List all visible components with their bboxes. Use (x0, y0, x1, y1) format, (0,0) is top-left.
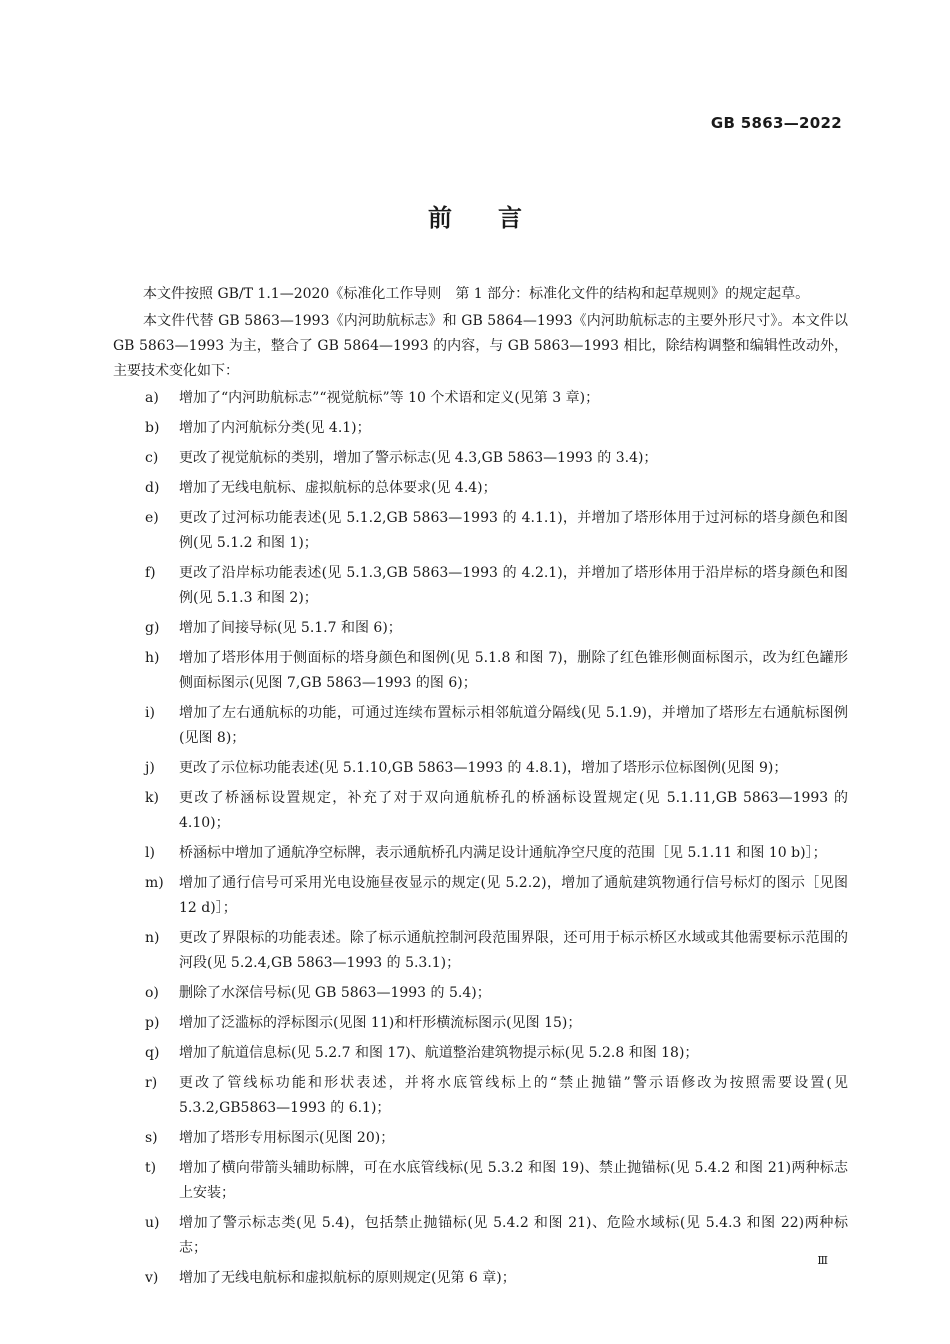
list-item-label: m) (145, 875, 164, 891)
list-item-label: r) (145, 1075, 158, 1091)
list-item-text: 更改了示位标功能表述(见 5.1.10,GB 5863—1993 的 4.8.1)，增加了塔形示位标图例(见图 9)； (179, 760, 788, 776)
list-item (113, 1011, 848, 1036)
list-item (113, 476, 848, 501)
list-item-text: 更改了界限标的功能表述。除了标示通航控制河段范围界限，还可用于标示桥区水域或其他需要标示范围的河段(见 5.2.4,GB 5863—1993 的 5.3.1)； (179, 930, 848, 971)
list-item-text: 增加了警示标志类(见 5.4)，包括禁止抛锚标(见 5.4.2 和图 21)、危险水域标(见 5.4.3 和图 22)两种标志； (179, 1215, 848, 1256)
paragraph: 本文件按照 GB/T 1.1—2020《标准化工作导则 第 1 部分：标准化文件的结构和起草规则》的规定起草。 (143, 286, 810, 302)
list-item (113, 1041, 848, 1066)
list-item (113, 1071, 848, 1121)
list-item-label: i) (145, 705, 155, 721)
list-item-label: g) (145, 620, 160, 636)
list-item-label: e) (145, 510, 159, 526)
list-item (113, 786, 848, 836)
list-item (113, 646, 848, 696)
list-item-label: q) (145, 1045, 160, 1061)
list-item-text: 增加了泛滥标的浮标图示(见图 11)和杆形横流标图示(见图 15)； (179, 1015, 582, 1031)
list-item-label: u) (145, 1215, 160, 1231)
list-item-label: s) (145, 1130, 158, 1146)
list-item (113, 701, 848, 751)
list-item (113, 446, 848, 471)
list-item (113, 506, 848, 556)
list-item (113, 561, 848, 611)
list-item (113, 616, 848, 641)
list-item-label: b) (145, 420, 160, 436)
list-item-text: 更改了管线标功能和形状表述，并将水底管线标上的“禁止抛锚”警示语修改为按照需要设置(见 5.3.2,GB5863—1993 的 6.1)； (179, 1075, 848, 1116)
list-item-text: 增加了“内河助航标志”“视觉航标”等 10 个术语和定义(见第 3 章)； (179, 390, 600, 406)
list-item-text: 增加了通行信号可采用光电设施昼夜显示的规定(见 5.2.2)，增加了通航建筑物通行信号标灯的图示［见图 12 d)］； (179, 875, 848, 916)
list-item (113, 386, 848, 411)
list-item (113, 981, 848, 1006)
list-item-label: h) (145, 650, 160, 666)
list-item-text: 桥涵标中增加了通航净空标牌，表示通航桥孔内满足设计通航净空尺度的范围［见 5.1.11 和图 10 b)］； (179, 845, 827, 861)
page-number: Ⅲ (817, 1254, 828, 1267)
list-item-text: 增加了塔形专用标图示(见图 20)； (179, 1130, 395, 1146)
list-item-label: p) (145, 1015, 160, 1031)
list-item (113, 841, 848, 866)
list-item (113, 416, 848, 441)
list-item-text: 增加了间接导标(见 5.1.7 和图 6)； (179, 620, 402, 636)
list-item (113, 1126, 848, 1151)
list-item (113, 871, 848, 921)
list-item-text: 增加了横向带箭头辅助标牌，可在水底管线标(见 5.3.2 和图 19)、禁止抛锚标(见 5.4.2 和图 21)两种标志上安装； (179, 1160, 848, 1201)
list-item-label: v) (145, 1270, 159, 1286)
page-title: 前言 (428, 204, 568, 232)
list-item-text: 增加了塔形体用于侧面标的塔身颜色和图例(见 5.1.8 和图 7)，删除了红色锥形侧面标图示，改为红色罐形侧面标图示(见图 7,GB 5863—1993 的图 6)； (179, 650, 848, 691)
list-item-text: 增加了左右通航标的功能，可通过连续布置标示相邻航道分隔线(见 5.1.9)，并增加了塔形左右通航标图例(见图 8)； (179, 705, 848, 746)
list-item-label: d) (145, 480, 160, 496)
document-id: GB 5863—2022 (710, 114, 842, 132)
list-item-text: 更改了沿岸标功能表述(见 5.1.3,GB 5863—1993 的 4.2.1)，并增加了塔形体用于沿岸标的塔身颜色和图例(见 5.1.3 和图 2)； (179, 565, 848, 606)
list-item-label: j) (145, 760, 155, 776)
list-item (113, 1156, 848, 1206)
list-item-label: f) (145, 565, 156, 581)
list-item-label: k) (145, 790, 159, 806)
list-item-label: t) (145, 1160, 157, 1176)
preface-body (113, 282, 848, 1296)
list-item (113, 1211, 848, 1261)
list-item-text: 增加了内河航标分类(见 4.1)； (179, 420, 371, 436)
paragraph: 本文件代替 GB 5863—1993《内河助航标志》和 GB 5864—1993《内河助航标志的主要外形尺寸》。本文件以 GB 5863—1993 为主，整合了 GB 5864—1993 的内容，与 GB 5863—1993 相比，除结构调整和编辑性改动外，主要技术变化如下： (113, 313, 848, 379)
list-item-label: a) (145, 390, 159, 406)
list-item (113, 926, 848, 976)
list-item (113, 756, 848, 781)
list-item-text: 增加了无线电航标和虚拟航标的原则规定(见第 6 章)； (179, 1270, 516, 1286)
list-item (113, 1266, 848, 1291)
list-item-text: 更改了视觉航标的类别，增加了警示标志(见 4.3,GB 5863—1993 的 3.4)； (179, 450, 658, 466)
list-item-text: 增加了无线电航标、虚拟航标的总体要求(见 4.4)； (179, 480, 497, 496)
changes-list (113, 386, 848, 1291)
list-item-label: n) (145, 930, 160, 946)
list-item-text: 更改了桥涵标设置规定，补充了对于双向通航桥孔的桥涵标设置规定(见 5.1.11,GB 5863—1993 的 4.10)； (179, 790, 848, 831)
list-item-label: c) (145, 450, 159, 466)
list-item-label: o) (145, 985, 159, 1001)
list-item-text: 增加了航道信息标(见 5.2.7 和图 17)、航道整治建筑物提示标(见 5.2.8 和图 18)； (179, 1045, 699, 1061)
list-item-text: 更改了过河标功能表述(见 5.1.2,GB 5863—1993 的 4.1.1)，并增加了塔形体用于过河标的塔身颜色和图例(见 5.1.2 和图 1)； (179, 510, 848, 551)
list-item-label: l) (145, 845, 155, 861)
list-item-text: 删除了水深信号标(见 GB 5863—1993 的 5.4)； (179, 985, 491, 1001)
